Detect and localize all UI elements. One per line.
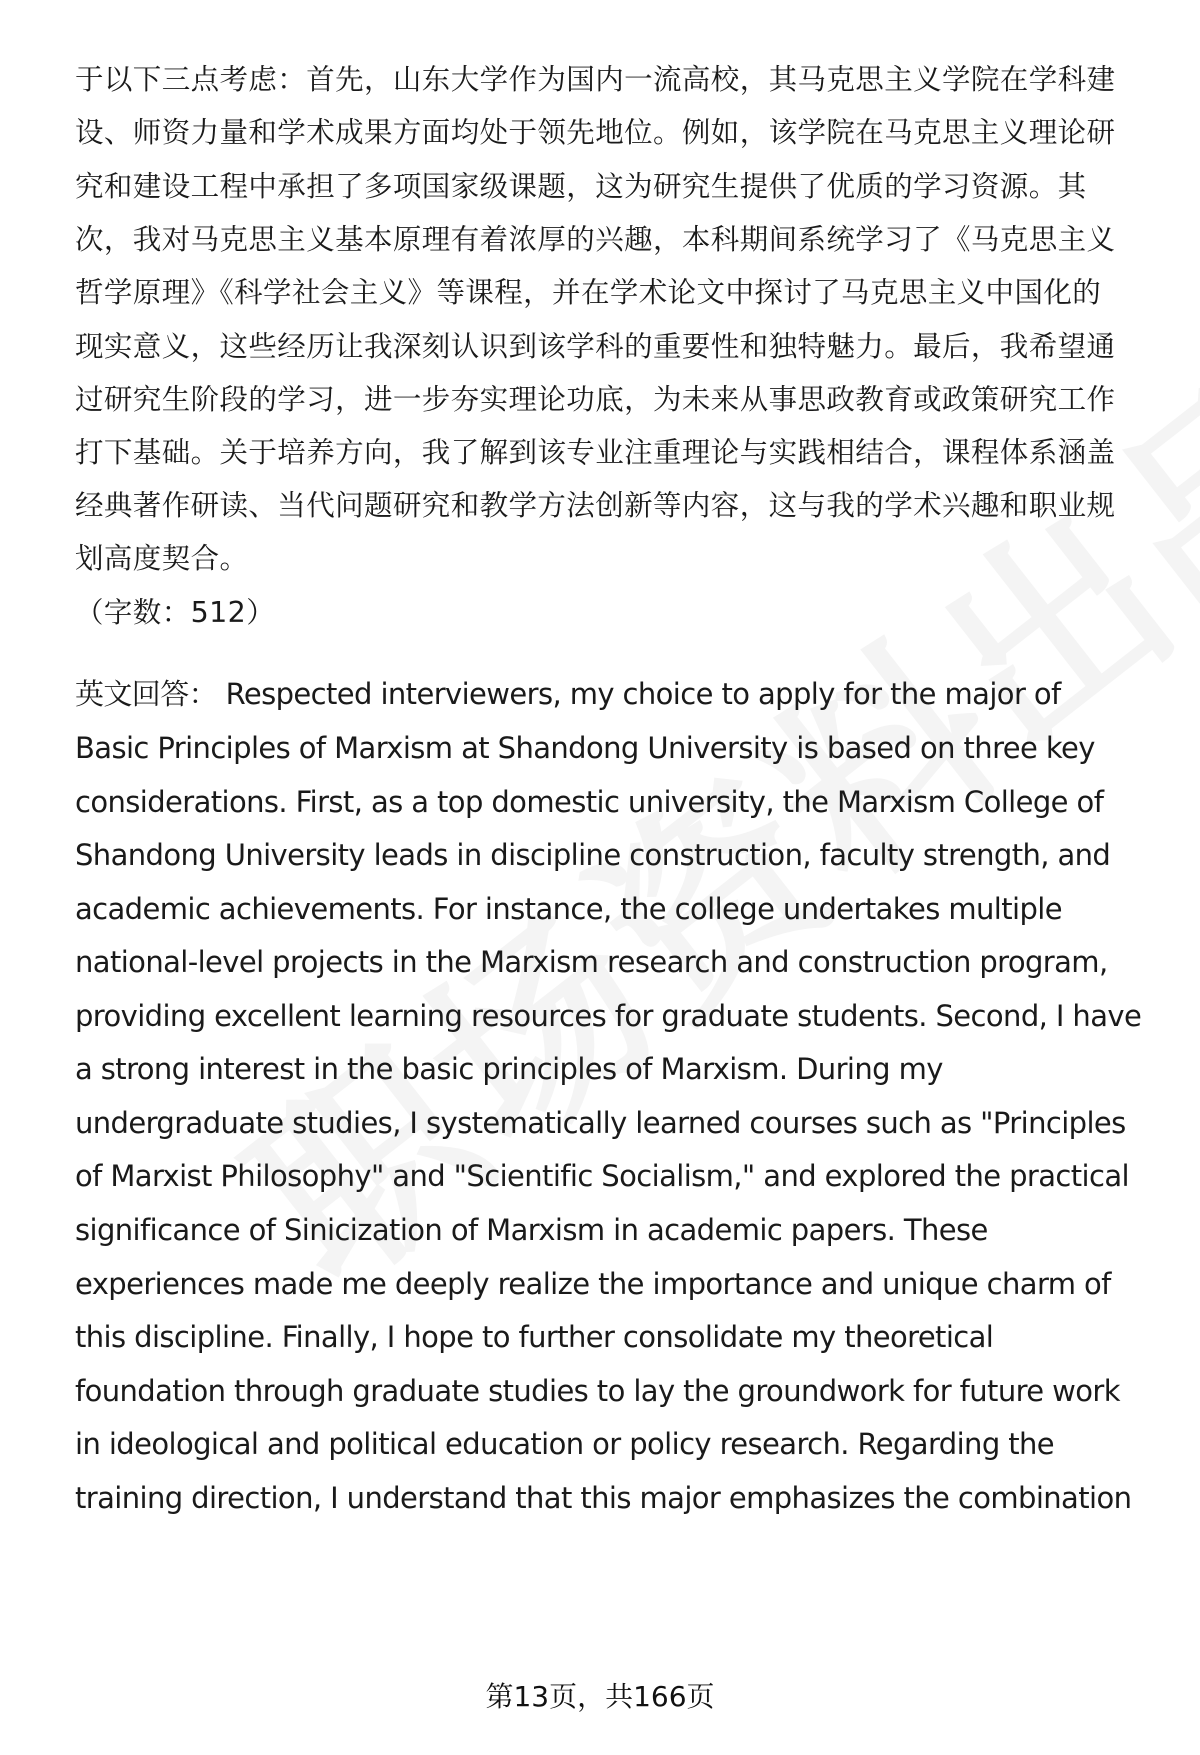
english-line: national-level projects in the Marxism research and construction program, [75,945,1108,979]
english-line: a strong interest in the basic principles of Marxism. During my [75,1052,943,1086]
english-line: academic achievements. For instance, the college undertakes multiple [75,892,1062,926]
chinese-line: 经典著作研读、当代问题研究和教学方法创新等内容，这与我的学术兴趣和职业规 [75,489,1116,522]
english-line: undergraduate studies, I systematically learned courses such as "Principles [75,1106,1126,1140]
english-line: Shandong University leads in discipline construction, faculty strength, and [75,838,1111,872]
word-count: （字数：512） [75,596,276,629]
english-line: of Marxist Philosophy" and "Scientific Socialism," and explored the practical [75,1159,1129,1193]
english-line: significance of Sinicization of Marxism in academic papers. These [75,1213,988,1247]
english-line: training direction, I understand that this major emphasizes the combination [75,1481,1132,1515]
chinese-line: 哲学原理》《科学社会主义》等课程，并在学术论文中探讨了马克思主义中国化的 [75,276,1102,309]
page-number-footer: 第13页，共166页 [485,1680,715,1713]
english-line: Basic Principles of Marxism at Shandong University is based on three key [75,731,1095,765]
chinese-line: 设、师资力量和学术成果方面均处于领先地位。例如，该学院在马克思主义理论研 [75,116,1116,149]
chinese-line: 现实意义，这些经历让我深刻认识到该学科的重要性和独特魅力。最后，我希望通 [75,330,1116,363]
chinese-line: 于以下三点考虑：首先，山东大学作为国内一流高校，其马克思主义学院在学科建 [75,63,1116,96]
english-line: foundation through graduate studies to lay the groundwork for future work [75,1374,1120,1408]
english-line: providing excellent learning resources for graduate students. Second, I have [75,999,1142,1033]
chinese-line: 划高度契合。 [75,542,249,575]
english-line: this discipline. Finally, I hope to further consolidate my theoretical [75,1320,994,1354]
chinese-line: 打下基础。关于培养方向，我了解到该专业注重理论与实践相结合，课程体系涵盖 [75,436,1116,469]
chinese-line: 究和建设工程中承担了多项国家级课题，这为研究生提供了优质的学习资源。其 [75,170,1087,203]
chinese-line: 次，我对马克思主义基本原理有着浓厚的兴趣，本科期间系统学习了《马克思主义 [75,223,1116,256]
english-line: in ideological and political education or policy research. Regarding the [75,1427,1055,1461]
chinese-line: 过研究生阶段的学习，进一步夯实理论功底，为未来从事思政教育或政策研究工作 [75,383,1116,416]
english-line: 英文回答： Respected interviewers, my choice to apply for the major of [75,677,1061,711]
english-line: considerations. First, as a top domestic university, the Marxism College of [75,785,1104,819]
english-line: experiences made me deeply realize the importance and unique charm of [75,1267,1111,1301]
